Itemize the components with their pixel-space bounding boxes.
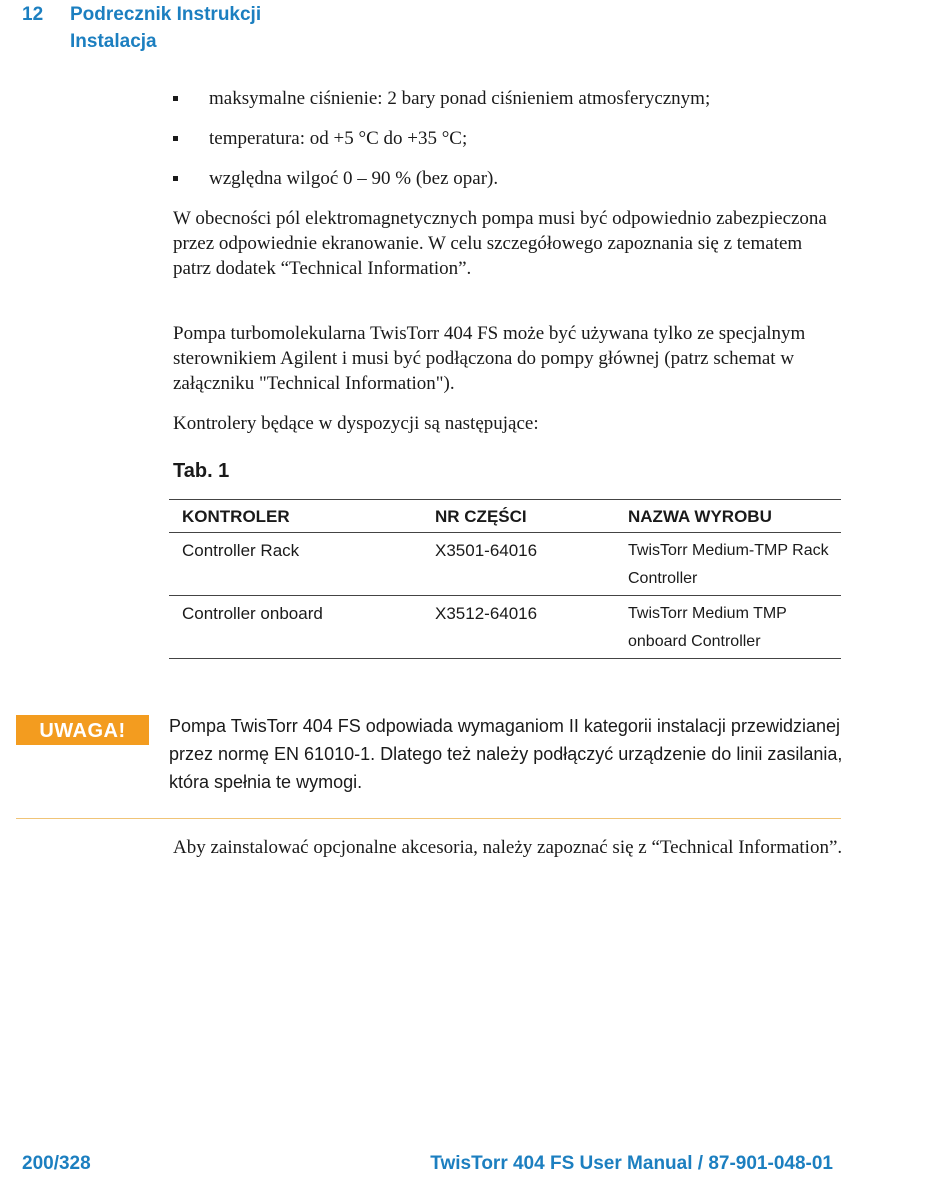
cell-controller: Controller onboard [169,596,422,659]
cell-controller: Controller Rack [169,533,422,596]
paragraph-accessories: Aby zainstalować opcjonalne akcesoria, należy zapoznać się z “Technical Information”. [173,837,843,858]
column-header-part-number: NR CZĘŚCI [422,500,615,533]
manual-title: Podrecznik Instrukcji [70,4,262,25]
bullet-icon [173,96,178,101]
cell-product-name: TwisTorr Medium TMP onboard Controller [615,596,841,659]
table-header-row [169,500,841,533]
table-row [169,533,841,596]
footer-page-count: 200/328 [22,1153,91,1174]
paragraph-shielding: W obecności pól elektromagnetycznych pompa musi być odpowiednio zabezpieczona przez odpowiednie ekranowanie. W celu szczegółowego zapoznania się z tematem patrz dodatek “Technical Information”. [173,208,827,279]
bullet-icon [173,176,178,181]
cell-part-number: X3501-64016 [422,533,615,596]
note-badge: UWAGA! [16,715,149,745]
paragraph-controllers-intro: Kontrolery będące w dyspozycji są następujące: [173,413,539,434]
page-number: 12 [22,4,44,25]
list-item-text: temperatura: od +5 °C do +35 °C; [209,128,468,149]
requirements-list [173,86,853,206]
list-item [173,166,853,191]
list-item [173,86,853,111]
list-item [173,126,853,151]
controllers-table [169,499,841,659]
table-caption: Tab. 1 [173,460,230,482]
column-header-controller: KONTROLER [169,500,422,533]
list-item-text: maksymalne ciśnienie: 2 bary ponad ciśnieniem atmosferycznym; [209,88,711,109]
note-text: Pompa TwisTorr 404 FS odpowiada wymaganiom II kategorii instalacji przewidzianej przez normę EN 61010-1. Dlatego też należy podłączyć urządzenie do linii zasilania, która spełnia te wymogi. [169,716,843,792]
list-item-text: względna wilgoć 0 – 90 % (bez opar). [209,168,499,189]
footer-manual-id: TwisTorr 404 FS User Manual / 87-901-048-01 [430,1153,833,1174]
table-row [169,596,841,659]
note-divider [16,818,841,819]
section-title: Instalacja [70,31,157,52]
bullet-icon [173,136,178,141]
cell-part-number: X3512-64016 [422,596,615,659]
cell-product-name: TwisTorr Medium-TMP Rack Controller [615,533,841,596]
column-header-product-name: NAZWA WYROBU [615,500,841,533]
paragraph-controller-requirement: Pompa turbomolekularna TwisTorr 404 FS może być używana tylko ze specjalnym sterownikiem Agilent i musi być podłączona do pompy głównej (patrz schemat w załączniku "Technical Information"). [173,323,806,394]
